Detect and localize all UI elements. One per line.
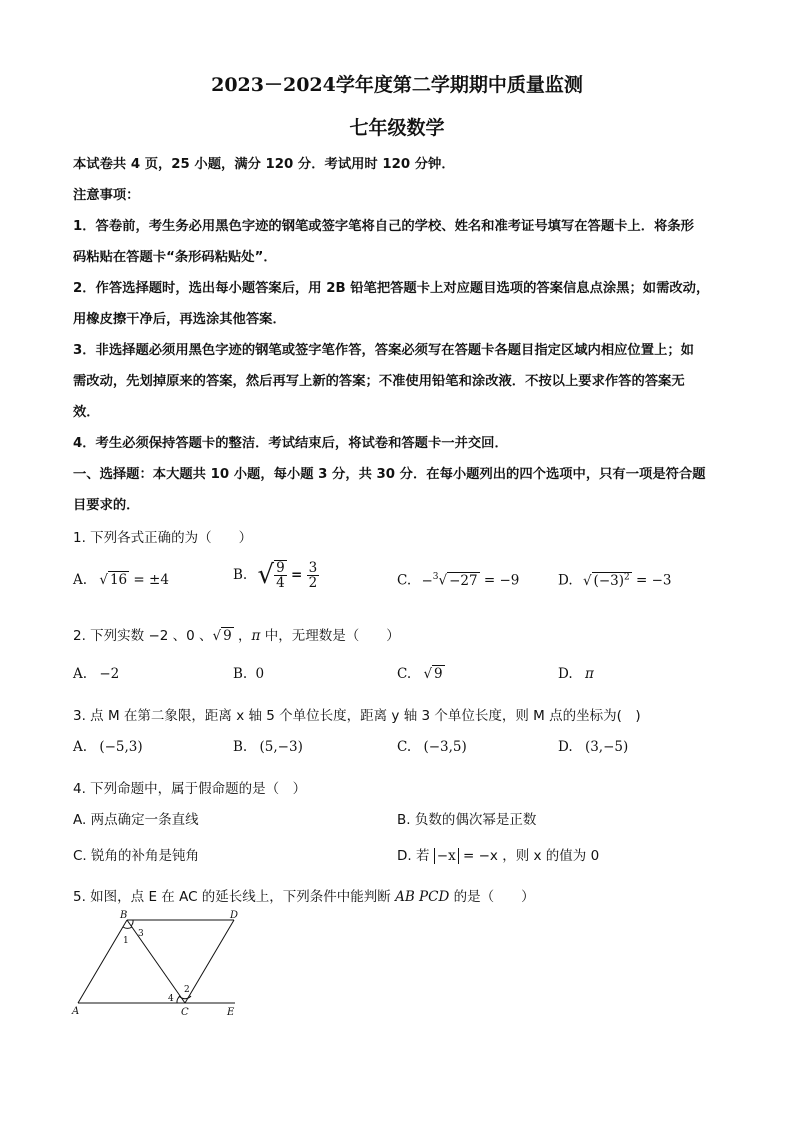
question-3-option-d [558, 739, 628, 755]
question-2-option-c: C. √ 9 [397, 666, 443, 682]
point-label-a: A [72, 1006, 80, 1017]
fraction-numerator: 3 [308, 559, 318, 576]
angle-label-3: 3 [138, 929, 144, 939]
question-4-option-a: A. 两点确定一条直线 [73, 812, 199, 828]
question-5-figure [70, 908, 250, 1018]
absolute-value: −x [434, 848, 459, 864]
option-label: A. [73, 666, 88, 682]
notice-1b: 码粘贴在答题卡“条形码粘贴处”． [73, 250, 277, 265]
option-text: = −3 [631, 572, 672, 589]
radicand: 9 [434, 666, 443, 682]
question-2-stem: 2. 下列实数 −2 、0 、√ 9 ，π 中，无理数是（ ） [73, 628, 400, 644]
angle-label-1: 1 [123, 936, 129, 946]
option-text: (−5,3) [99, 739, 143, 755]
option-label: B. [233, 666, 248, 682]
notice-3b: 需改动，先划掉原来的答案，然后再写上新的答案；不准使用铅笔和涂改液．不按以上要求作答的答案无 [73, 374, 685, 389]
option-label: D. [558, 666, 573, 682]
question-4-option-c: C. 锐角的补角是钝角 [73, 848, 200, 864]
point-label-d: D [230, 910, 239, 921]
exponent: 2 [623, 572, 630, 582]
parallel-expression: AB PCD [395, 889, 450, 905]
radicand: −27 [449, 572, 478, 589]
minus-sign: − [421, 572, 433, 589]
fraction-numerator: 9 [276, 560, 285, 576]
pi-symbol: π [584, 666, 594, 682]
option-text: 0 [255, 666, 265, 682]
option-label: C. [397, 572, 412, 589]
radicand: 9 [223, 628, 232, 644]
option-text: −2 [99, 666, 120, 682]
angle-1-arc [123, 927, 132, 928]
question-1-stem: 1. 下列各式正确的为（ ） [73, 530, 253, 546]
fraction-denominator: 2 [308, 574, 318, 591]
equals-sign: = [290, 567, 303, 584]
option-text: = −x ，则 x 的值为 0 [458, 848, 600, 864]
root-index: 3 [432, 572, 439, 582]
notice-3a: 3．非选择题必须用黑色字迹的钢笔或签字笔作答，答案必须写在答题卡各题目指定区域内相应位置上；如 [73, 343, 694, 358]
question-1-option-b: B. √ $\frac{9}{4}$ = $\frac{3}{2}$ [233, 559, 318, 592]
option-text: D. 若 [397, 848, 434, 864]
notice-1a: 1．答卷前，考生务必用黑色字迹的钢笔或签字笔将自己的学校、姓名和准考证号填写在答题卡上．将条形 [73, 219, 694, 234]
section-heading-1: 一、选择题：本大题共 10 小题，每小题 3 分，共 30 分．在每小题列出的四个选项中，只有一项是符合题 [73, 467, 706, 482]
option-label: B. [233, 739, 248, 755]
question-1-option-c: C. −$^3$√ −27 = −9 [397, 572, 520, 589]
option-text: = −9 [479, 572, 520, 589]
angle-3-arc [131, 920, 133, 926]
option-label: D. [558, 739, 573, 755]
question-2-option-d [558, 666, 594, 682]
question-2-option-b [233, 666, 264, 682]
option-label: A. [73, 572, 88, 588]
intro-line: 本试卷共 4 页，25 小题，满分 120 分．考试用时 120 分钟． [73, 157, 455, 172]
option-label: C. [397, 666, 412, 682]
notice-2a: 2．作答选择题时，选出每小题答案后，用 2B 铅笔把答题卡上对应题目选项的答案信息点涂黑；如需改动， [73, 281, 710, 296]
pi-symbol: π [251, 628, 261, 644]
question-3-stem: 3. 点 M 在第二象限，距离 x 轴 5 个单位长度，距离 y 轴 3 个单位长度，则 M 点的坐标为( ) [73, 708, 641, 724]
line-ab [78, 920, 127, 1003]
option-label: B. [233, 567, 248, 584]
section-heading-2: 目要求的． [73, 498, 140, 513]
radicand: (−3) [593, 572, 624, 589]
stem-text: 2. 下列实数 −2 、0 、 [73, 628, 213, 644]
question-3-option-a [73, 739, 143, 755]
option-text: (−3,5) [423, 739, 467, 755]
question-5-stem [73, 885, 535, 905]
question-2-option-a [73, 666, 119, 682]
fraction-denominator: 4 [276, 575, 285, 592]
question-4-option-b: B. 负数的偶次幂是正数 [397, 812, 537, 828]
point-label-b: B [120, 910, 128, 921]
question-4-option-d [397, 844, 599, 864]
notice-3c: 效． [73, 405, 100, 420]
option-label: D. [558, 572, 573, 589]
exam-title: 2023－2024学年度第二学期期中质量监测 [211, 74, 583, 96]
notice-4: 4．考生必须保持答题卡的整洁．考试结束后，将试卷和答题卡一并交回． [73, 436, 508, 451]
option-text: = ±4 [129, 572, 169, 588]
angle-label-4: 4 [168, 994, 174, 1004]
angle-4-arc [177, 996, 180, 1003]
question-3-option-b [233, 739, 303, 755]
question-1-option-d: D. √ $(-3)^2 = -3$ [558, 572, 672, 589]
stem-text: ， [233, 628, 252, 644]
stem-text: 5. 如图，点 E 在 AC 的延长线上，下列条件中能判断 [73, 889, 396, 905]
notice-heading: 注意事项： [73, 188, 140, 203]
radicand: 16 [109, 572, 128, 588]
line-bc [127, 920, 185, 1003]
line-cd [185, 920, 234, 1003]
stem-text: 的是（ ） [449, 889, 535, 905]
point-label-e: E [227, 1007, 235, 1018]
option-label: A. [73, 739, 88, 755]
stem-text: 中，无理数是（ ） [260, 628, 400, 644]
notice-2b: 用橡皮擦干净后，再选涂其他答案． [73, 312, 286, 327]
question-3-option-c [397, 739, 467, 755]
point-label-c: C [181, 1007, 189, 1018]
option-text: (3,−5) [584, 739, 629, 755]
angle-label-2: 2 [184, 985, 190, 995]
exam-subtitle: 七年级数学 [349, 117, 445, 139]
question-1-option-a: A. √ 16 = ±4 [73, 572, 169, 588]
question-4-stem: 4. 下列命题中，属于假命题的是（ ） [73, 781, 307, 797]
option-label: C. [397, 739, 412, 755]
option-text: (5,−3) [259, 739, 303, 755]
